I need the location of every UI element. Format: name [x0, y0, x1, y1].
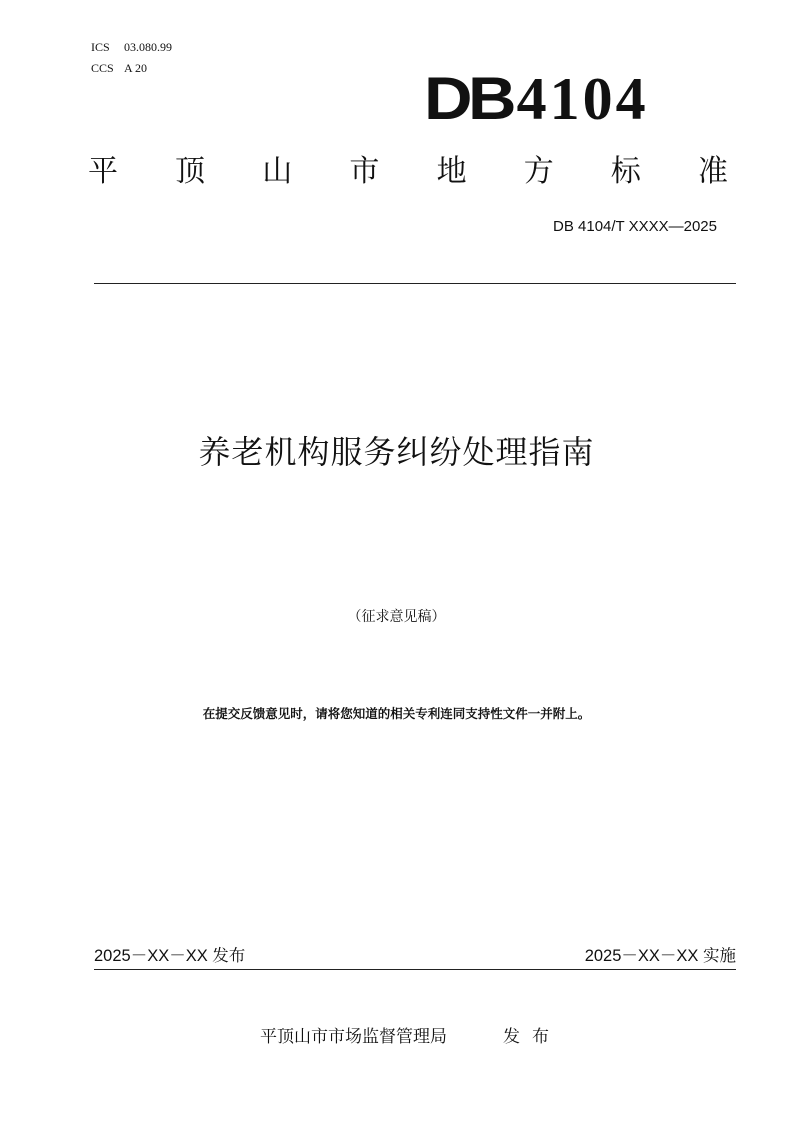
standard-type-char: 山	[262, 154, 293, 189]
standard-type-char: 标	[610, 154, 641, 189]
standard-code-number: 4104	[516, 66, 649, 132]
ccs-value: A 20	[124, 61, 148, 75]
publish-date: 2025－XX－XX 发布	[94, 947, 246, 965]
implement-date: 2025－XX－XX 实施	[584, 947, 736, 965]
ics-code	[91, 40, 172, 54]
standard-type-char: 地	[436, 154, 467, 189]
ccs-code	[91, 61, 147, 75]
standard-code-prefix: DB	[424, 65, 513, 132]
issuing-authority: 平顶山市市场监督管理局	[260, 1027, 447, 1047]
standard-type	[88, 150, 728, 194]
document-number: DB 4104/T XXXX—2025	[553, 218, 717, 235]
issue-label: 发布	[503, 1027, 561, 1047]
patent-notice: 在提交反馈意见时，请将您知道的相关专利连同支持性文件一并附上。	[202, 706, 591, 721]
header-divider	[94, 283, 736, 284]
standard-type-char: 市	[349, 154, 380, 189]
footer-divider	[94, 969, 736, 970]
standard-type-char: 准	[697, 154, 728, 189]
document-title: 养老机构服务纠纷处理指南	[198, 433, 595, 471]
draft-label: （征求意见稿）	[347, 609, 446, 625]
ccs-label: CCS	[91, 61, 114, 75]
ics-value: 03.080.99	[124, 40, 172, 54]
standard-type-char: 顶	[175, 154, 206, 189]
standard-type-char: 平	[88, 154, 118, 189]
standard-type-char: 方	[523, 154, 554, 189]
standard-code	[424, 66, 649, 132]
ics-label: ICS	[91, 40, 110, 54]
